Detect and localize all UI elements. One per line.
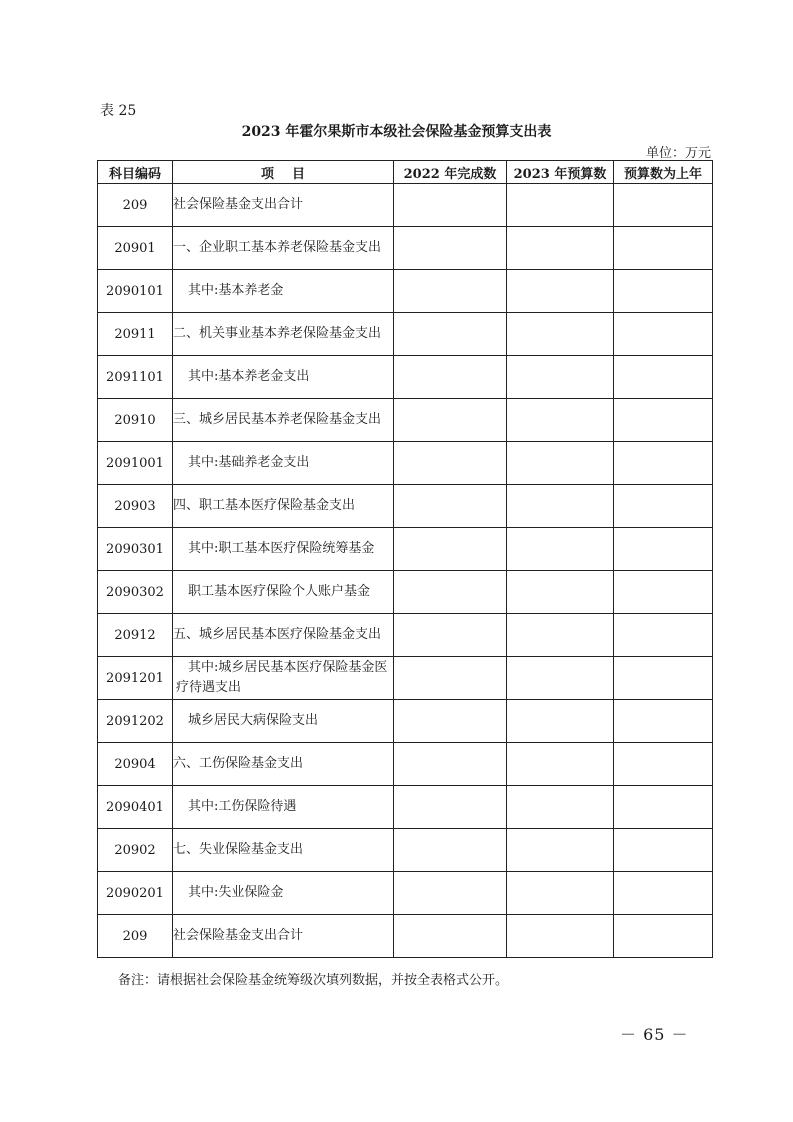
page-label: 表 25	[100, 103, 137, 119]
row-2023-budget	[507, 227, 614, 270]
unit-label: 单位：万元	[645, 146, 711, 161]
row-ratio	[614, 184, 713, 227]
row-ratio	[614, 442, 713, 485]
row-ratio	[614, 356, 713, 399]
table-row	[98, 872, 713, 915]
row-ratio	[614, 743, 713, 786]
row-ratio	[614, 915, 713, 958]
row-item: 六、工伤保险基金支出	[173, 743, 394, 786]
row-item: 二、机关事业基本养老保险基金支出	[173, 313, 394, 356]
row-2022-actual	[394, 485, 507, 528]
row-ratio	[614, 399, 713, 442]
row-ratio	[614, 571, 713, 614]
row-2023-budget	[507, 743, 614, 786]
row-2023-budget	[507, 442, 614, 485]
row-item: 三、城乡居民基本养老保险基金支出	[173, 399, 394, 442]
row-code: 20903	[98, 485, 173, 528]
row-item: 社会保险基金支出合计	[173, 184, 394, 227]
row-2023-budget	[507, 184, 614, 227]
row-ratio	[614, 829, 713, 872]
row-ratio	[614, 872, 713, 915]
row-item: 其中:失业保险金	[173, 872, 394, 915]
row-2023-budget	[507, 399, 614, 442]
row-item: 其中:基本养老金	[173, 270, 394, 313]
table-row	[98, 270, 713, 313]
table-row	[98, 442, 713, 485]
row-code: 2090201	[98, 872, 173, 915]
row-2023-budget	[507, 829, 614, 872]
budget-table	[97, 160, 713, 958]
table-row	[98, 184, 713, 227]
row-code: 20910	[98, 399, 173, 442]
header-item: 项 目	[173, 161, 394, 184]
row-2022-actual	[394, 743, 507, 786]
row-2023-budget	[507, 313, 614, 356]
header-2022-actual: 2022 年完成数	[394, 161, 507, 184]
row-item: 其中:工伤保险待遇	[173, 786, 394, 829]
row-2022-actual	[394, 700, 507, 743]
row-2022-actual	[394, 399, 507, 442]
row-2022-actual	[394, 270, 507, 313]
row-item: 职工基本医疗保险个人账户基金	[173, 571, 394, 614]
table-row	[98, 614, 713, 657]
row-ratio	[614, 227, 713, 270]
table-row	[98, 356, 713, 399]
row-2022-actual	[394, 528, 507, 571]
row-item: 其中:基础养老金支出	[173, 442, 394, 485]
table-row	[98, 700, 713, 743]
row-2023-budget	[507, 571, 614, 614]
row-item: 四、职工基本医疗保险基金支出	[173, 485, 394, 528]
row-code: 2090401	[98, 786, 173, 829]
row-code: 2090301	[98, 528, 173, 571]
row-2022-actual	[394, 356, 507, 399]
header-code: 科目编码	[98, 161, 173, 184]
page-number: － 65 －	[620, 1025, 689, 1044]
row-2023-budget	[507, 915, 614, 958]
table-row	[98, 657, 713, 700]
row-item: 城乡居民大病保险支出	[173, 700, 394, 743]
row-2022-actual	[394, 442, 507, 485]
header-ratio: 预算数为上年	[614, 161, 713, 184]
row-code: 20904	[98, 743, 173, 786]
row-code: 2091101	[98, 356, 173, 399]
row-item: 七、失业保险基金支出	[173, 829, 394, 872]
table-row	[98, 743, 713, 786]
page-title: 2023 年霍尔果斯市本级社会保险基金预算支出表	[241, 124, 552, 140]
table-row	[98, 571, 713, 614]
row-code: 2090302	[98, 571, 173, 614]
row-2023-budget	[507, 786, 614, 829]
row-2022-actual	[394, 872, 507, 915]
row-2023-budget	[507, 700, 614, 743]
row-2022-actual	[394, 227, 507, 270]
row-item: 其中:基本养老金支出	[173, 356, 394, 399]
table-row	[98, 313, 713, 356]
row-code: 20911	[98, 313, 173, 356]
row-item: 其中:职工基本医疗保险统筹基金	[173, 528, 394, 571]
row-2022-actual	[394, 184, 507, 227]
row-2023-budget	[507, 872, 614, 915]
table-row	[98, 528, 713, 571]
row-ratio	[614, 485, 713, 528]
row-2022-actual	[394, 657, 507, 700]
table-row	[98, 399, 713, 442]
row-2023-budget	[507, 485, 614, 528]
table-row	[98, 915, 713, 958]
table-row	[98, 829, 713, 872]
row-ratio	[614, 614, 713, 657]
table-header-row	[98, 161, 713, 184]
table-row	[98, 485, 713, 528]
row-code: 2091202	[98, 700, 173, 743]
row-ratio	[614, 786, 713, 829]
row-2023-budget	[507, 356, 614, 399]
row-item: 其中:城乡居民基本医疗保险基金医疗待遇支出	[173, 657, 394, 700]
row-ratio	[614, 657, 713, 700]
footnote: 备注：请根据社会保险基金统筹级次填列数据，并按全表格式公开。	[118, 973, 509, 988]
row-2022-actual	[394, 786, 507, 829]
header-2023-budget: 2023 年预算数	[507, 161, 614, 184]
row-2022-actual	[394, 614, 507, 657]
row-2023-budget	[507, 270, 614, 313]
table-row	[98, 227, 713, 270]
row-code: 209	[98, 915, 173, 958]
table-row	[98, 786, 713, 829]
row-item: 五、城乡居民基本医疗保险基金支出	[173, 614, 394, 657]
row-ratio	[614, 313, 713, 356]
row-code: 20901	[98, 227, 173, 270]
row-2022-actual	[394, 915, 507, 958]
row-code: 2090101	[98, 270, 173, 313]
row-2022-actual	[394, 313, 507, 356]
row-code: 2091201	[98, 657, 173, 700]
row-ratio	[614, 528, 713, 571]
row-2023-budget	[507, 614, 614, 657]
row-2023-budget	[507, 528, 614, 571]
row-ratio	[614, 700, 713, 743]
row-code: 20902	[98, 829, 173, 872]
row-2023-budget	[507, 657, 614, 700]
row-code: 2091001	[98, 442, 173, 485]
row-ratio	[614, 270, 713, 313]
row-code: 209	[98, 184, 173, 227]
row-2022-actual	[394, 829, 507, 872]
row-code: 20912	[98, 614, 173, 657]
row-item: 一、企业职工基本养老保险基金支出	[173, 227, 394, 270]
row-item: 社会保险基金支出合计	[173, 915, 394, 958]
row-2022-actual	[394, 571, 507, 614]
